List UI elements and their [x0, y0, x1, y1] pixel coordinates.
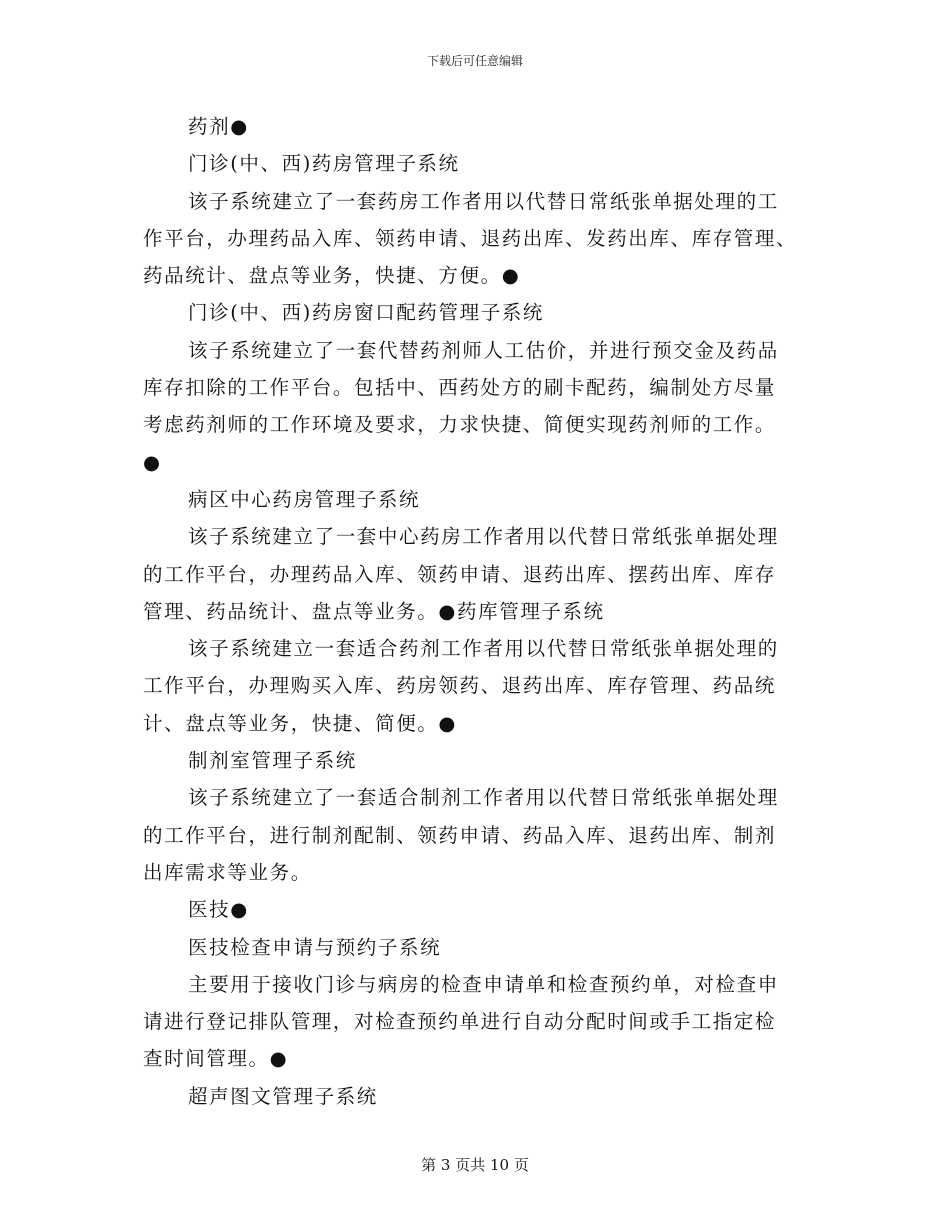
text-line: 查时间管理。● — [143, 1047, 289, 1071]
text-line: 该子系统建立了一套适合制剂工作者用以代替日常纸张单据处理 — [188, 786, 779, 810]
text-line: 请进行登记排队管理，对检查预约单进行自动分配时间或手工指定检 — [143, 1010, 777, 1034]
document-body — [143, 108, 813, 1115]
text-line: 的工作平台，进行制剂配制、领药申请、药品入库、退药出库、制剂 — [143, 823, 777, 847]
text-line: 该子系统建立一套适合药剂工作者用以代替日常纸张单据处理的 — [188, 637, 779, 661]
text-line: 药品统计、盘点等业务，快捷、方便。● — [143, 264, 521, 288]
text-line: 库存扣除的工作平台。包括中、西药处方的刷卡配药，编制处方尽量 — [143, 376, 777, 400]
text-line: 病区中心药房管理子系统 — [188, 487, 421, 511]
text-line: 医技● — [188, 898, 249, 922]
page-number: 第 3 页共 10 页 — [421, 1156, 529, 1174]
text-line: 门诊(中、西)药房管理子系统 — [188, 152, 460, 176]
text-line: 门诊(中、西)药房窗口配药管理子系统 — [188, 301, 545, 325]
text-line: 作平台，办理药品入库、领药申请、退药出库、发药出库、库存管理、 — [143, 226, 798, 250]
text-line: 该子系统建立了一套药房工作者用以代替日常纸张单据处理的工 — [188, 189, 779, 213]
text-line: 该子系统建立了一套中心药房工作者用以代替日常纸张单据处理 — [188, 525, 779, 549]
text-line: 超声图文管理子系统 — [188, 1084, 378, 1108]
text-line: 该子系统建立了一套代替药剂师人工估价，并进行预交金及药品 — [188, 338, 779, 362]
header-note: 下载后可任意编辑 — [426, 54, 523, 68]
text-line: 医技检查申请与预约子系统 — [188, 935, 442, 959]
text-line: ● — [143, 450, 162, 474]
text-line: 药剂● — [188, 115, 249, 138]
text-line: 的工作平台，办理药品入库、领药申请、退药出库、摆药出库、库存 — [143, 562, 777, 586]
text-line: 工作平台，办理购买入库、药房领药、退药出库、库存管理、药品统 — [143, 674, 777, 698]
text-line: 主要用于接收门诊与病房的检查申请单和检查预约单，对检查申 — [188, 972, 779, 996]
text-line: 考虑药剂师的工作环境及要求，力求快捷、简便实现药剂师的工作。 — [143, 413, 777, 437]
text-line: 计、盘点等业务，快捷、简便。● — [143, 711, 458, 735]
text-line: 管理、药品统计、盘点等业务。●药库管理子系统 — [143, 599, 605, 623]
text-line: 制剂室管理子系统 — [188, 749, 357, 773]
text-line: 出库需求等业务。 — [143, 860, 312, 884]
